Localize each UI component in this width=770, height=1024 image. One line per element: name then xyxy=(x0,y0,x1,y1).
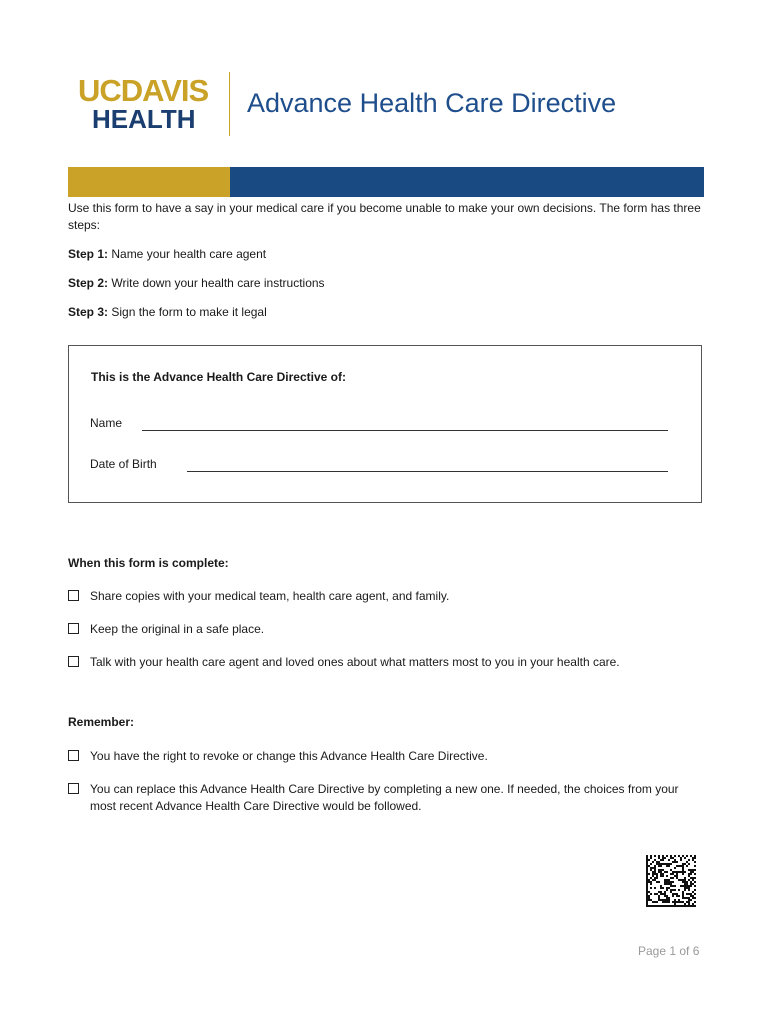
checkbox[interactable] xyxy=(68,750,79,761)
checklist-text: You can replace this Advance Health Care Directive by completing a new one. If needed, the choices from your most recent Advance Health Care Directive would be followed. xyxy=(90,782,679,813)
dob-label: Date of Birth xyxy=(90,457,157,471)
checkbox[interactable] xyxy=(68,590,79,601)
checklist-item xyxy=(68,748,708,765)
page-number: Page 1 of 6 xyxy=(638,944,700,958)
document-title: Advance Health Care Directive xyxy=(247,88,617,118)
intro-text: Use this form to have a say in your medical care if you become unable to make your own decisions. The form has three steps: xyxy=(68,201,701,232)
logo-ucdavis: UCDAVIS xyxy=(78,73,209,108)
checklist-text: You have the right to revoke or change this Advance Health Care Directive. xyxy=(90,749,488,763)
step-label: Step 3: xyxy=(68,305,109,319)
remember-heading: Remember: xyxy=(68,715,135,729)
step-label: Step 2: xyxy=(68,276,109,290)
step-2 xyxy=(68,275,325,292)
checklist-item xyxy=(68,588,708,605)
logo-health: HEALTH xyxy=(92,104,196,134)
step-1 xyxy=(68,246,266,263)
step-text: Sign the form to make it legal xyxy=(108,305,267,319)
directive-box-heading: This is the Advance Health Care Directive of: xyxy=(91,370,346,384)
name-label: Name xyxy=(90,416,123,430)
checkbox[interactable] xyxy=(68,783,79,794)
checkbox[interactable] xyxy=(68,623,79,634)
header-band-blue xyxy=(230,167,704,197)
checklist-item xyxy=(68,781,708,815)
header-band-gold xyxy=(68,167,230,197)
name-field[interactable] xyxy=(142,430,668,431)
step-text: Write down your health care instructions xyxy=(108,276,325,290)
datamatrix-barcode-icon xyxy=(646,855,696,907)
step-text: Name your health care agent xyxy=(108,247,267,261)
checkbox[interactable] xyxy=(68,656,79,667)
complete-heading: When this form is complete: xyxy=(68,556,229,570)
step-label: Step 1: xyxy=(68,247,109,261)
step-3 xyxy=(68,304,267,321)
checklist-text: Share copies with your medical team, health care agent, and family. xyxy=(90,589,450,603)
logo-divider xyxy=(229,72,230,136)
directive-owner-box xyxy=(68,345,702,503)
checklist-item xyxy=(68,654,708,671)
checklist-text: Talk with your health care agent and loved ones about what matters most to you in your health care. xyxy=(90,655,620,669)
checklist-text: Keep the original in a safe place. xyxy=(90,622,265,636)
dob-field[interactable] xyxy=(187,471,668,472)
checklist-item xyxy=(68,621,708,638)
